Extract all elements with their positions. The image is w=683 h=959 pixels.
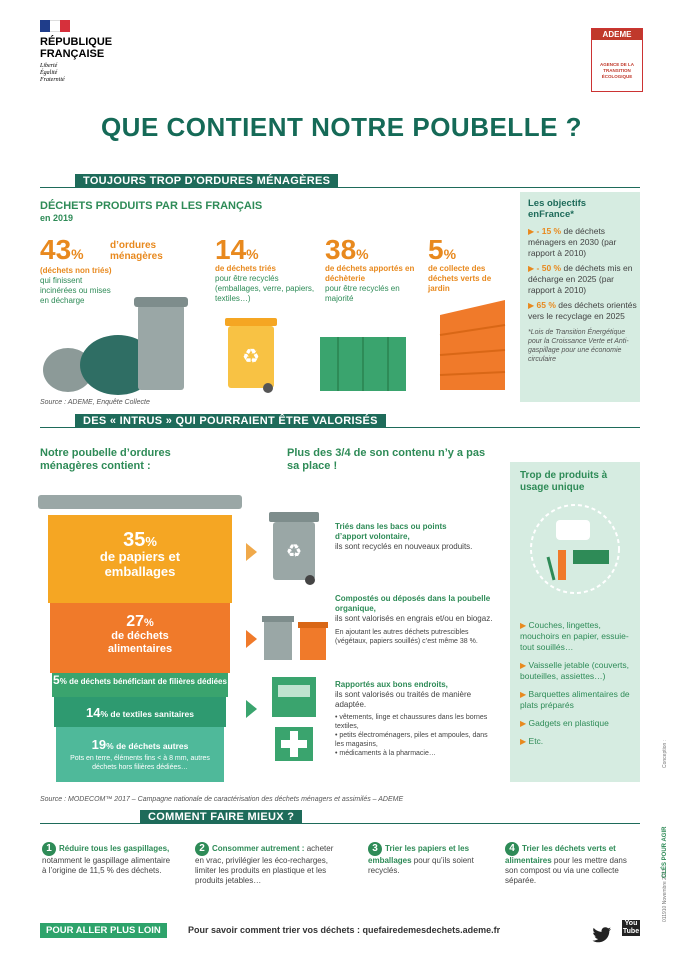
ademe-sub: AGENCE DE LA TRANSITION ÉCOLOGIQUE (599, 62, 634, 79)
motto (40, 63, 140, 84)
black-bins-illustration (38, 285, 198, 395)
usage-item (520, 736, 638, 747)
side-cles: CLÉS POUR AGIR (662, 826, 668, 878)
footer-link[interactable]: Pour savoir comment trier vos déchets : quefairedemesdechets.ademe.fr (188, 925, 501, 935)
bin-breakdown (40, 495, 240, 790)
tri-block-2 (335, 594, 495, 646)
section-bar: DES « INTRUS » QUI POURRAIENT ÊTRE VALORISÉS (75, 414, 386, 428)
stat-38 (325, 236, 425, 304)
stat-label: de collecte des déchets verts de jardin (428, 264, 492, 293)
objectif-text: de déchets mis en décharge en 2025 (par rapport à 2010) (528, 263, 633, 295)
layer-percent: % (106, 741, 114, 751)
tip-text: acheter en vrac, privilégier les éco-recharges, limiter les produits en plastique et les produits jetables… (195, 844, 334, 885)
arrow-icon (246, 700, 257, 718)
usage-item-text: Etc. (528, 736, 544, 746)
layer-number: 5 (53, 673, 60, 687)
layer-number: 19 (91, 737, 107, 752)
subtitle-year: en 2019 (40, 213, 74, 223)
layer-label: de déchets autres (116, 741, 189, 751)
stat-label: de déchets triés (215, 264, 276, 273)
usage-title: Trop de produits à usage unique (520, 470, 608, 493)
tip-text: pour les mettre dans son compost ou via une collecte séparée. (505, 856, 627, 885)
objectif-value: 65 % (536, 300, 556, 310)
section-subtitle (40, 200, 262, 224)
tip-3 (368, 842, 478, 876)
layer-percent: % (144, 617, 154, 629)
layer-filieres (52, 673, 228, 697)
arrow-icon (246, 630, 257, 648)
usage-item-text: Couches, lingettes, mouchoirs en papier, essuie-tout souillés… (520, 620, 629, 652)
arrow-icon (246, 543, 257, 561)
layer-papiers (48, 515, 232, 603)
youtube-icon[interactable]: You Tube (622, 920, 640, 935)
tip-1 (42, 842, 172, 876)
motto-line: Liberté (40, 63, 58, 69)
side-concept: Conception : (662, 739, 668, 768)
tip-number: 4 (505, 842, 519, 856)
tip-bold: Consommer autrement : (212, 844, 305, 853)
tri-text: ils sont valorisés en engrais et/ou en biogaz. (335, 614, 493, 623)
motto-line: Égalité (40, 70, 58, 76)
tri-text: ils sont valorisés ou traités de manière adaptée. (335, 690, 472, 709)
section-bar: COMMENT FAIRE MIEUX ? (140, 810, 302, 824)
layer-label: de déchets alimentaires (107, 630, 173, 655)
triangle-icon: ▶ (528, 227, 535, 236)
stat-percent: % (443, 246, 457, 262)
layer-number: 14 (85, 705, 101, 720)
svg-text:♻: ♻ (285, 541, 303, 561)
source-note: Source : ADEME, Enquête Collecte (40, 399, 150, 406)
tri-list-item: • petits électroménagers, piles et ampoules, dans les magasins, (335, 732, 488, 748)
stat-number: 5 (428, 234, 444, 265)
tip-number: 2 (195, 842, 209, 856)
usage-list (520, 620, 638, 754)
usage-item (520, 718, 638, 729)
triangle-icon: ▶ (520, 719, 527, 728)
tri-list-item: • vêtements, linge et chaussures dans les bornes textiles, (335, 714, 488, 730)
tri-bold: Rapportés aux bons endroits, (335, 680, 448, 689)
usage-item-text: Barquettes alimentaires de plats préparés (520, 689, 630, 710)
usage-unique-panel (510, 462, 640, 782)
objectifs-panel (520, 192, 640, 402)
republique-francaise-logo (40, 20, 140, 84)
stat-percent: % (356, 246, 369, 262)
layer-percent: % (59, 677, 67, 686)
tip-bold: Trier les papiers et les emballages (368, 844, 470, 865)
stat-14 (215, 236, 315, 304)
triangle-icon: ▶ (528, 264, 535, 273)
stat-number: 14 (215, 234, 247, 265)
source-note: Source : MODECOM™ 2017 – Campagne nationale de caractérisation des déchets ménagers et assimilés – ADEME (40, 796, 404, 803)
layer-number: 27 (126, 613, 144, 630)
objectif-item (528, 226, 638, 259)
footer-bar: POUR ALLER PLUS LOIN (40, 923, 167, 938)
stat-note: (déchets non triés) (40, 266, 112, 275)
ademe-logo (591, 28, 643, 92)
triangle-icon: ▶ (528, 301, 535, 310)
triangle-icon: ▶ (520, 621, 527, 630)
stat-desc: qui finissent incinérées ou mises en décharge (40, 276, 111, 305)
tip-text: pour qu’ils soient recyclés. (368, 856, 474, 875)
usage-item-text: Vaisselle jetable (couverts, bouteilles, assiettes…) (520, 660, 630, 681)
svg-text:♻: ♻ (242, 346, 260, 368)
objectif-value: - 50 % (536, 263, 562, 273)
tip-bold: Réduire tous les gaspillages, (59, 844, 170, 853)
layer-label: de textiles sanitaires (110, 709, 195, 719)
triangle-icon: ▶ (520, 661, 527, 670)
stat-percent: % (246, 246, 259, 262)
usage-item-text: Gadgets en plastique (528, 718, 609, 728)
tri-bold: Compostés ou déposés dans la poubelle organique, (335, 594, 491, 613)
objectifs-title: Les objectifs enFrance* (528, 198, 587, 220)
stat-label: de déchets apportés en déchèterie (325, 264, 415, 283)
twitter-icon[interactable] (592, 927, 612, 943)
tri-note: En ajoutant les autres déchets putrescibles (végétaux, papiers souillés) c’est même 38 %. (335, 629, 478, 645)
tip-text: notamment le gaspillage alimentaire à l’origine de 11,5 % des déchets. (42, 856, 171, 875)
tip-number: 3 (368, 842, 382, 856)
usage-item (520, 660, 638, 682)
triangle-icon: ▶ (520, 690, 527, 699)
triangle-icon: ▶ (520, 737, 527, 746)
tri-list-item: • médicaments à la pharmacie… (335, 750, 436, 757)
objectif-text: des déchets orientés vers le recyclage en 2025 (528, 300, 637, 321)
usage-item (520, 689, 638, 711)
left-title: Notre poubelle d’ordures ménagères contient : (40, 447, 171, 472)
stat-desc: pour être recyclés en majorité (325, 284, 400, 303)
tri-block-3 (335, 680, 495, 758)
tri-text: ils sont recyclés en nouveaux produits. (335, 542, 473, 551)
drop-off-points-icon (270, 675, 320, 765)
stat-number: 38 (325, 234, 357, 265)
french-flag-icon (40, 20, 70, 32)
tip-2 (195, 842, 335, 886)
stat-desc: pour être recyclés (emballages, verre, papiers, textiles…) (215, 274, 315, 303)
tri-list (335, 713, 495, 758)
republique-name: RÉPUBLIQUE FRANÇAISE (40, 36, 113, 60)
stat-5 (428, 236, 513, 294)
section-bar: TOUJOURS TROP D’ORDURES MÉNAGÈRES (75, 174, 338, 188)
subtitle-text: DÉCHETS PRODUITS PAR LES FRANÇAIS (40, 200, 263, 212)
layer-percent: % (100, 709, 108, 719)
layer-number: 35 (123, 529, 146, 551)
objectif-value: - 15 % (536, 226, 562, 236)
tri-bold: Triés dans les bacs ou points d’apport volontaire, (335, 522, 447, 541)
objectif-item (528, 300, 638, 322)
objectif-text: de déchets ménagers en 2030 (par rapport à 2010) (528, 226, 617, 258)
ademe-label: ADEME (592, 29, 642, 40)
layer-textiles (54, 697, 226, 727)
recycling-bin-icon (265, 510, 325, 585)
tri-block-1 (335, 522, 475, 552)
layer-autres (56, 727, 224, 782)
mid-title: Plus des 3/4 de son contenu n’y a pas sa place ! (287, 447, 486, 472)
tip-bold: Trier les déchets verts et alimentaires (505, 844, 616, 865)
stat-percent: % (71, 246, 84, 262)
page-title: QUE CONTIENT NOTRE POUBELLE ? (100, 112, 583, 142)
yellow-recycling-bin-icon (220, 318, 290, 393)
stat-label: d’ordures ménagères (110, 240, 163, 262)
green-waste-container-icon (430, 300, 510, 395)
layer-label: de papiers et emballages (99, 549, 181, 579)
layer-label: de déchets bénéficiant de filières dédiées (69, 677, 227, 686)
layer-percent: % (145, 534, 157, 549)
side-reference: 011910 Novembre 2023 (662, 868, 668, 922)
tip-4 (505, 842, 640, 886)
objectif-item (528, 263, 638, 296)
usage-item (520, 620, 638, 653)
single-use-items-icon (528, 502, 623, 597)
divider (40, 823, 640, 824)
tip-number: 1 (42, 842, 56, 856)
layer-desc: Pots en terre, éléments fins < à 8 mm, autres déchets hors filières dédiées… (70, 755, 210, 771)
compost-bins-icon (262, 612, 332, 662)
objectifs-note: *Lois de Transition Énergétique pour la Croissance Verte et Anti-gaspillage pour une économie circulaire (528, 329, 629, 363)
dechetterie-container-icon (318, 335, 408, 393)
bin-lid (38, 495, 242, 509)
layer-alimentaires (50, 603, 230, 673)
stat-number: 43 (40, 234, 72, 265)
motto-line: Fraternité (40, 77, 65, 83)
objectifs-list (528, 222, 638, 364)
